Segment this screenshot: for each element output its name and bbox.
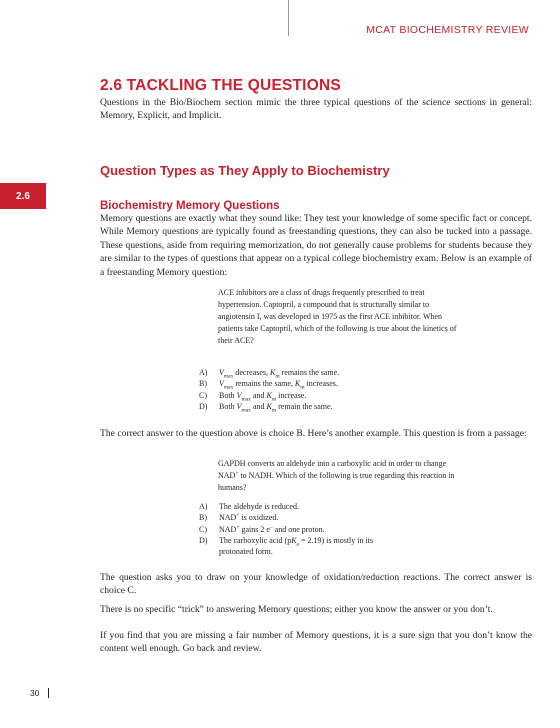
example2-choice-a: A) The aldehyde is reduced. <box>199 502 299 511</box>
example1-choice-c: C) Both $V_{max}$ and $K_m$ increase. <box>199 390 307 403</box>
running-head: MCAT BIOCHEMISTRY REVIEW <box>366 24 529 36</box>
example2-question-stem: GAPDH converts an aldehyde into a carboxylic acid in order to change NAD+ to NADH. Which of the following is true regarding this reaction in humans? <box>218 459 455 492</box>
page-number: 30 <box>30 688 40 698</box>
section-intro: Questions in the Bio/Biochem section mimic the three typical questions of the science sections in general: Memory, Explicit, and Implicit. <box>100 97 532 122</box>
example1-question-stem: ACE inhibitors are a class of drugs frequently prescribed to treat hypertension. Captopril, a compound that is structurally similar to angiotensin I, was developed in 1975 as the first ACE inhibitor. When patients take Captopril, which of the following is true about the kinetics of their ACE? <box>218 288 457 345</box>
page-footer <box>30 688 49 698</box>
question-types-heading: Question Types as They Apply to Biochemistry <box>100 163 390 178</box>
no-trick-paragraph: There is no specific “trick” to answering Memory questions; either you know the answer or you don’t. <box>100 604 493 615</box>
example2-choice-b: B) NAD+ is oxidized. <box>199 512 279 523</box>
review-paragraph: If you find that you are missing a fair number of Memory questions, it is a sure sign that you don’t know the content well enough. Go back and review. <box>100 630 532 655</box>
example1-choice-b: B) $V_{max}$ remains the same, $K_m$ increases. <box>199 379 338 391</box>
section-tab: 2.6 <box>0 183 46 209</box>
memory-questions-heading: Biochemistry Memory Questions <box>100 200 280 212</box>
header-divider <box>288 0 289 36</box>
example2-choice-c: C) NAD+ gains 2 e– and one proton. <box>199 523 325 534</box>
example1-choice-a: A) $V_{max}$ decreases, $K_m$ remains the same. <box>199 368 340 380</box>
footer-divider <box>48 688 49 698</box>
example2-choices <box>199 501 439 557</box>
example1-choices <box>199 367 439 412</box>
example1-choice-d: D) Both $V_{max}$ and $K_m$ remain the same. <box>199 401 333 414</box>
memory-questions-body: Memory questions are exactly what they sound like: They test your knowledge of some specific fact or concept. While Memory questions are typically found as freestanding questions, they can also be tucked into a passage. These questions, aside from requiring memorization, do not generally cause problems for students because they are similar to the types of questions that appear on a typical college biochemistry exam. Below is an example of a freestanding Memory question: <box>100 213 532 278</box>
answer-1-text: The correct answer to the question above is choice B. Here’s another example. This question is from a passage: <box>100 428 527 439</box>
section-title: 2.6 TACKLING THE QUESTIONS <box>100 77 341 94</box>
answer-2-text: The question asks you to draw on your knowledge of oxidation/reduction reactions. The correct answer is choice C. <box>100 572 532 597</box>
example2-choice-d: D) The carboxylic acid $(pK_a = 2.19)$ is mostly in its protonated form. <box>199 535 374 557</box>
